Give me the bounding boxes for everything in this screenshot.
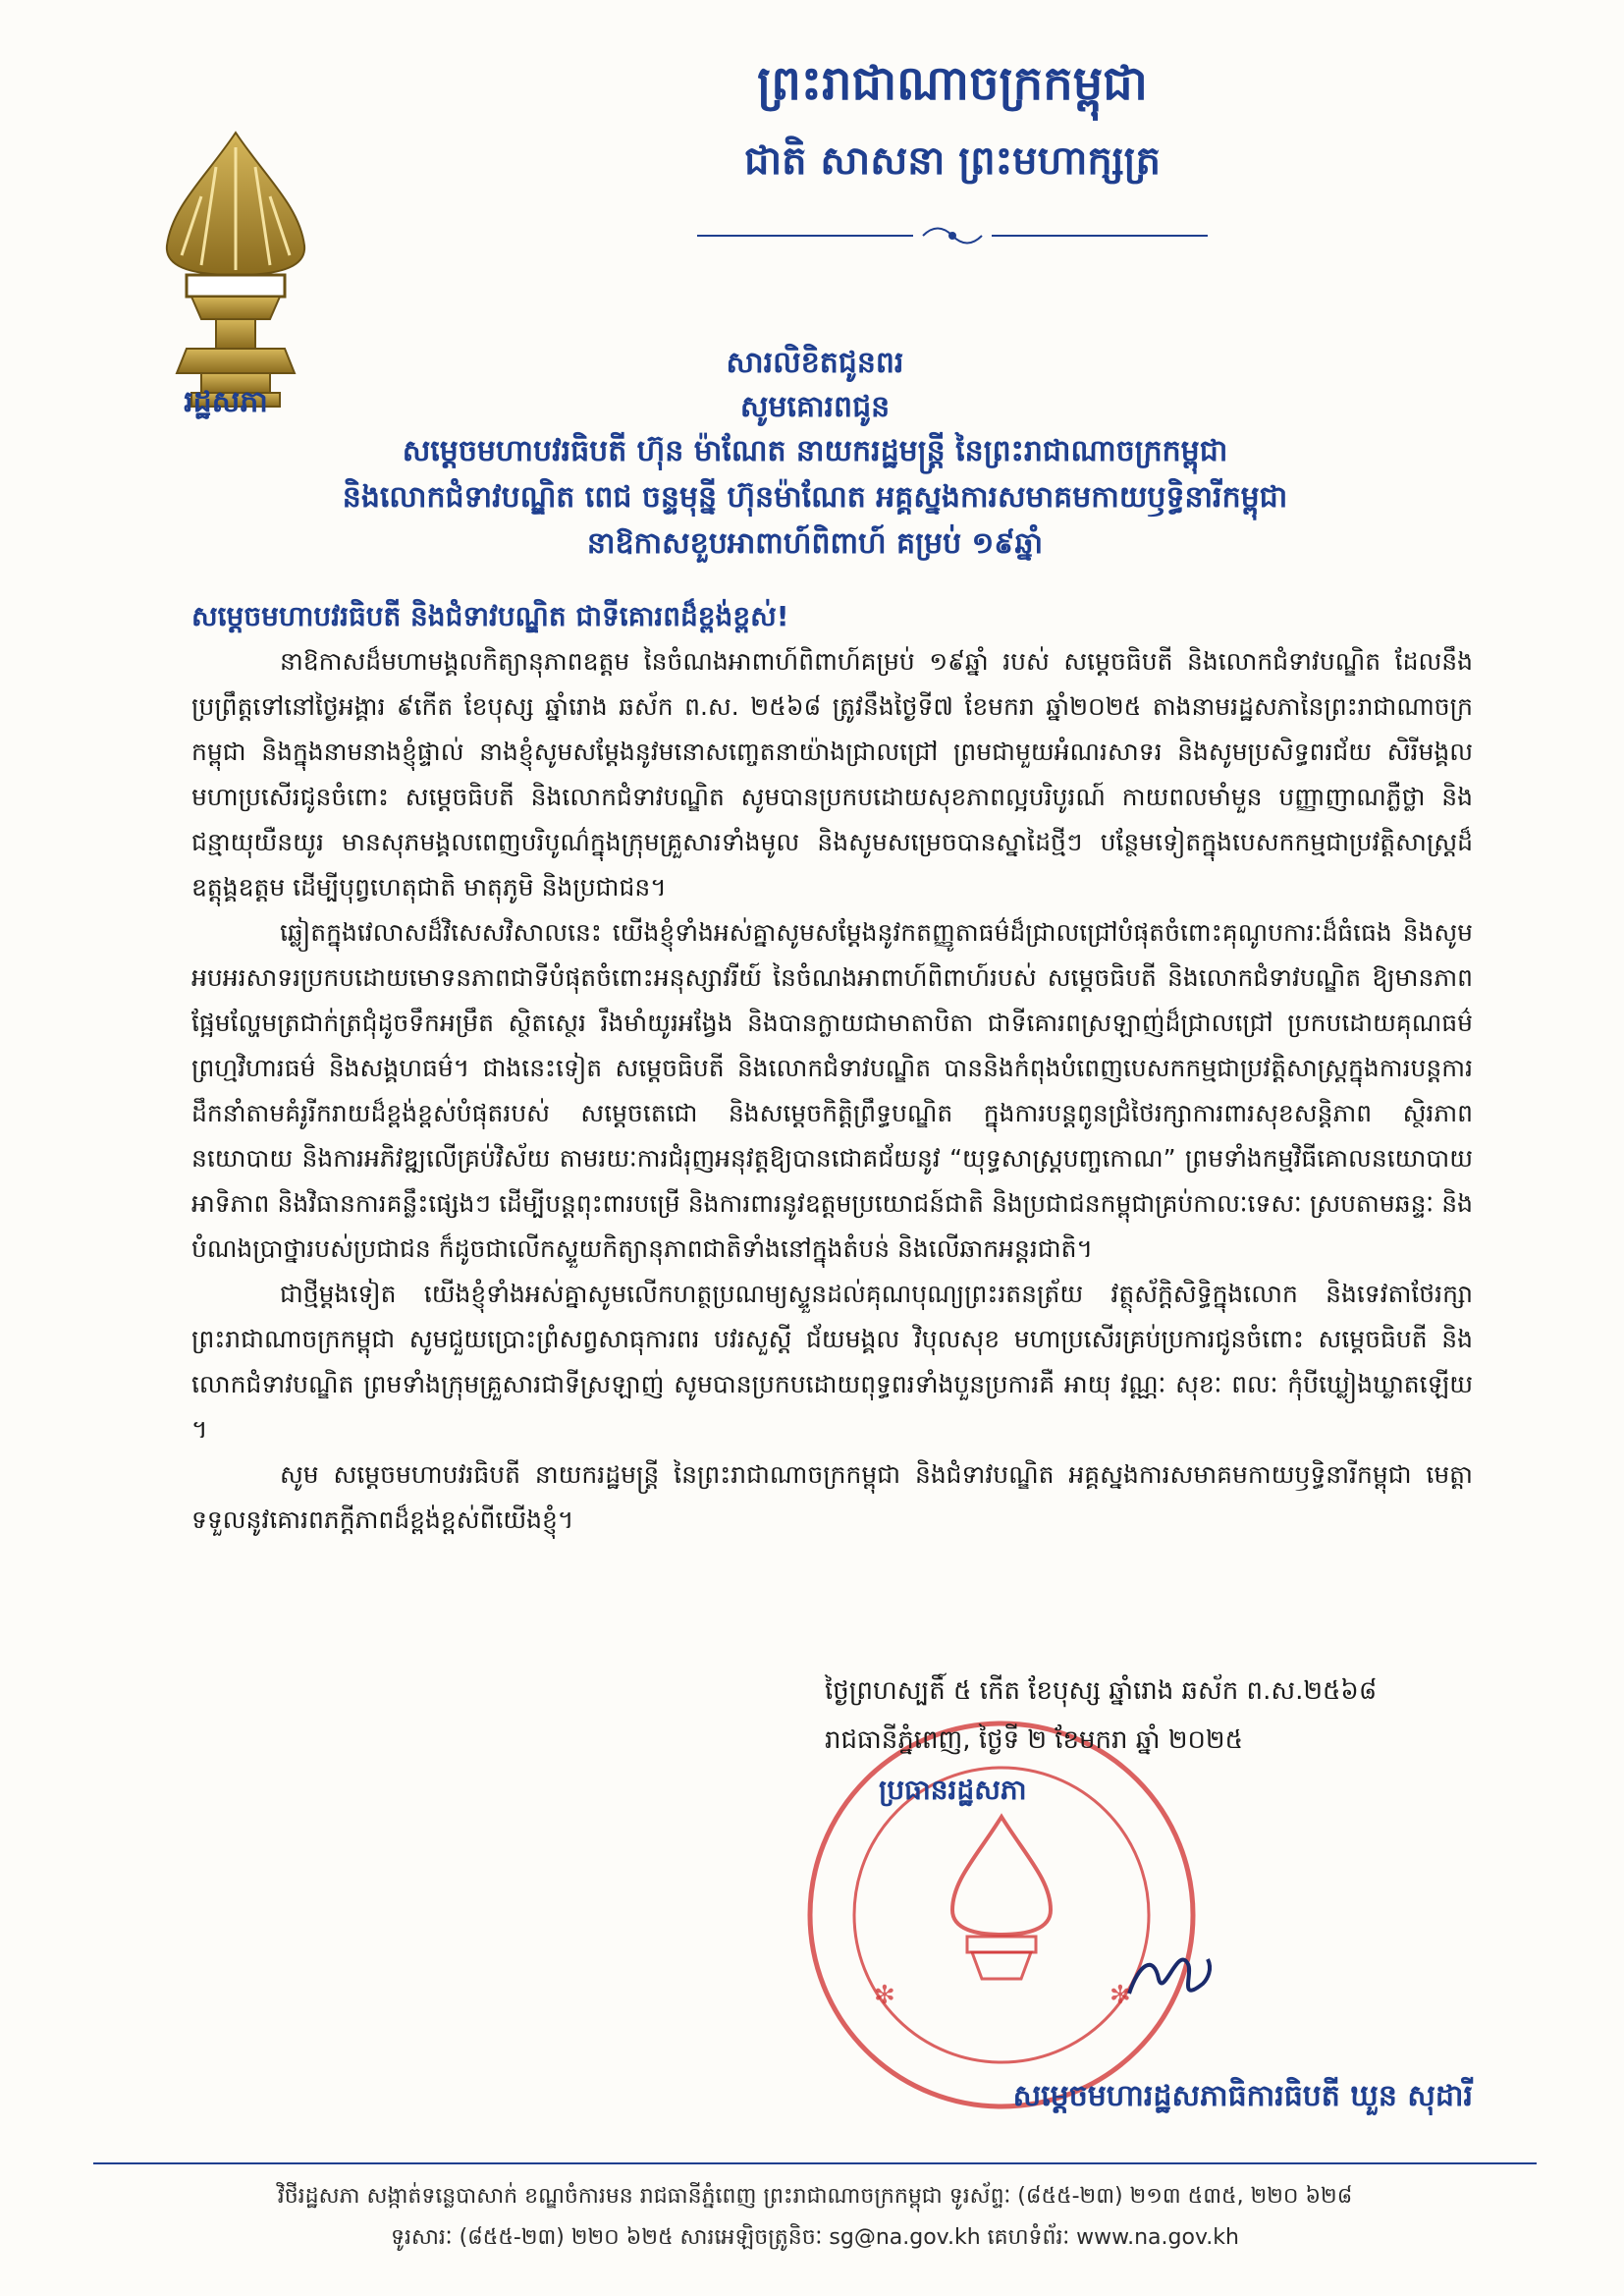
recipient-line-1: សម្តេចមហាបវរធិបតី ហ៊ុន ម៉ាណែត នាយករដ្ឋមន្ត្រី នៃព្រះរាជាណាចក្រកម្ពុជា <box>402 434 1228 468</box>
handwritten-signature <box>1110 1925 1227 2013</box>
organization-label: រដ្ឋសភា <box>184 385 268 419</box>
official-seal-icon <box>795 1709 1208 2121</box>
paragraph-1: នាឱកាសដ៏មហាមង្គលកិត្យានុភាពឧត្តម នៃចំណងអាពាហ៍ពិពាហ៍គម្រប់ ១៩ឆ្នាំ របស់ សម្តេចធិបតី និងលោកជំទាវបណ្ឌិត ដែលនឹងប្រព្រឹត្តទៅនៅថ្ងៃអង្គារ ៩កើត ខែបុស្ស ឆ្នាំរោង ឆស័ក ព.ស. ២៥៦៨ ត្រូវនឹងថ្ងៃទី៧ ខែមករា ឆ្នាំ២០២៥ តាងនាមរដ្ឋសភានៃព្រះរាជាណាចក្រកម្ពុជា និងក្នុងនាមនាងខ្ញុំផ្ទាល់ នាងខ្ញុំសូមសម្តែងនូវមនោសញ្ចេតនាយ៉ាងជ្រាលជ្រៅ ព្រមជាមួយអំណរសាទរ និងសូមប្រសិទ្ធពរជ័យ សិរីមង្គលមហាប្រសើរជូនចំពោះ សម្តេចធិបតី និងលោកជំទាវបណ្ឌិត សូមបានប្រកបដោយសុខភាពល្អបរិបូរណ៍ កាយពលមាំមួន បញ្ញាញាណភ្លឺថ្លា និងជន្មាយុយឺនយូរ មានសុភមង្គលពេញបរិបូណ៌ក្នុងក្រុមគ្រួសារទាំងមូល និងសូមសម្រេចបានស្នាដៃថ្មីៗ បន្ថែមទៀតក្នុងបេសកកម្មជាប្រវត្តិសាស្ត្រដ៏ឧត្តុង្គឧត្តម ដើម្បីបុព្វហេតុជាតិ មាតុភូមិ និងប្រជាជន។ <box>191 647 1473 902</box>
paragraph-2: ឆ្លៀតក្នុងវេលាសដ៏វិសេសវិសាលនេះ យើងខ្ញុំទាំងអស់គ្នាសូមសម្តែងនូវកតញ្ញូតាធម៌ដ៏ជ្រាលជ្រៅបំផុតចំពោះគុណូបការៈដ៏ធំធេង និងសូមអបអរសាទរប្រកបដោយមោទនភាពជាទីបំផុតចំពោះអនុស្សាវរីយ៍ នៃចំណងអាពាហ៍ពិពាហ៍របស់ សម្តេចធិបតី និងលោកជំទាវបណ្ឌិត ឱ្យមានភាពផ្អែមល្ហែមត្រជាក់ត្រជុំដូចទឹកអម្រឹត ស្ថិតស្ថេរ រឹងមាំយូរអង្វែង និងបានក្លាយជាមាតាបិតា ជាទីគោរពស្រឡាញ់ដ៏ជ្រាលជ្រៅ ប្រកបដោយគុណធម៌ ព្រហ្មវិហារធម៌ និងសង្គហធម៌។ ជាងនេះទៀត សម្តេចធិបតី និងលោកជំទាវបណ្ឌិត បាននិងកំពុងបំពេញបេសកកម្មជាប្រវត្តិសាស្ត្រក្នុងការបន្តការដឹកនាំតាមគំរូរីករាយដ៏ខ្ពង់ខ្ពស់បំផុតរបស់ សម្តេចតេជោ និងសម្តេចកិត្តិព្រឹទ្ធបណ្ឌិត ក្នុងការបន្តពូនជ្រំថៃរក្សាការពារសុខសន្តិភាព ស្ថិរភាពនយោបាយ និងការអភិវឌ្ឍលើគ្រប់វិស័យ តាមរយៈការជំរុញអនុវត្តឱ្យបានជោគជ័យនូវ “យុទ្ធសាស្ត្របញ្ចកោណ” ព្រមទាំងកម្មវិធីគោលនយោបាយអាទិភាព និងវិធានការគន្លឹះផ្សេងៗ ដើម្បីបន្តពុះពារបម្រើ និងការពារនូវឧត្តមប្រយោជន៍ជាតិ និងប្រជាជនកម្ពុជាគ្រប់កាលៈទេសៈ ស្របតាមឆន្ទៈ និងបំណងប្រាថ្នារបស់ប្រជាជន ក៏ដូចជាលើកស្ទួយកិត្យានុភាពជាតិទាំងនៅក្នុងតំបន់ និងលើឆាកអន្តរជាតិ។ <box>191 918 1473 1263</box>
motto-header: ជាតិ សាសនា ព្រះមហាក្សត្រ <box>744 138 1161 184</box>
signer-position: ប្រធានរដ្ឋសភា <box>879 1774 1027 1806</box>
svg-text:✻: ✻ <box>874 1981 895 2010</box>
svg-text:✻: ✻ <box>1110 1981 1131 2010</box>
respectfully-to: សូមគោរពជូន <box>739 390 891 424</box>
footer-divider <box>93 2162 1537 2164</box>
kingdom-header: ព្រះរាជាណាចក្រកម្ពុជា <box>757 56 1148 111</box>
letter-body <box>191 594 1473 1543</box>
lunar-date: ថ្ងៃព្រហស្បតិ៍ ៥ កើត ខែបុស្ស ឆ្នាំរោង ឆស័ក ព.ស.២៥៦៨ <box>825 1676 1378 1706</box>
paragraph-3: ជាថ្មីម្តងទៀត យើងខ្ញុំទាំងអស់គ្នាសូមលើកហត្ថប្រណម្យស្ទួនដល់គុណបុណ្យព្រះរតនត្រ័យ វត្ថុស័ក្តិសិទ្ធិក្នុងលោក និងទេវតាថែរក្សាព្រះរាជាណាចក្រកម្ពុជា សូមជួយប្រោះព្រំសព្វសាធុការពរ បវរសួស្តី ជ័យមង្គល វិបុលសុខ មហាប្រសើរគ្រប់ប្រការជូនចំពោះ សម្តេចធិបតី និងលោកជំទាវបណ្ឌិត ព្រមទាំងក្រុមគ្រួសារជាទីស្រឡាញ់ សូមបានប្រកបដោយពុទ្ធពរទាំងបួនប្រការគឺ អាយុ វណ្ណៈ សុខៈ ពលៈ កុំបីឃ្លៀងឃ្លាតឡើយ ។ <box>191 1280 1473 1444</box>
solar-date: រាជធានីភ្នំពេញ, ថ្ងៃទី ២ ខែមករា ឆ្នាំ ២០២៥ <box>825 1725 1244 1755</box>
recipient-line-2: និងលោកជំទាវបណ្ឌិត ពេជ ចន្ទមុន្នី ហ៊ុនម៉ាណែត អគ្គស្នងការសមាគមកាយឫទ្ធិនារីកម្ពុជា <box>342 480 1288 515</box>
paragraph-4: សូម សម្តេចមហាបវរធិបតី នាយករដ្ឋមន្ត្រី នៃព្រះរាជាណាចក្រកម្ពុជា និងជំទាវបណ្ឌិត អគ្គស្នងការសមាគមកាយឫទ្ធិនារីកម្ពុជា មេត្តាទទួលនូវគោរពភក្តីភាពដ៏ខ្ពង់ខ្ពស់ពីយើងខ្ញុំ។ <box>191 1460 1473 1534</box>
occasion-line: នាឱកាសខួបអាពាហ៍ពិពាហ៍ គម្រប់ ១៩ឆ្នាំ <box>586 526 1044 561</box>
signer-name: សម្តេចមហារដ្ឋសភាធិការធិបតី ឃួន សុដារី <box>1012 2079 1473 2113</box>
divider-ornament-icon <box>697 221 1208 250</box>
salutation: សម្តេចមហាបវរធិបតី និងជំទាវបណ្ឌិត ជាទីគោរពដ៏ខ្ពង់ខ្ពស់! <box>191 600 789 632</box>
letter-type-title: សារលិខិតជូនពរ <box>726 346 904 380</box>
footer-address: វិថីរដ្ឋសភា សង្កាត់ទន្លេបាសាក់ ខណ្ឌចំការមន រាជធានីភ្នំពេញ ព្រះរាជាណាចក្រកម្ពុជា ទូរស័ព្ទៈ (៨៥៥-២៣) ២១៣ ៥៣៥, ២២០ ៦២៨ <box>277 2184 1353 2209</box>
footer-contact: ទូរសារៈ (៨៥៥-២៣) ២២០ ៦២៥ សារអេឡិចត្រូនិចៈ sg@na.gov.kh គេហទំព័រៈ www.na.gov.kh <box>391 2225 1239 2250</box>
